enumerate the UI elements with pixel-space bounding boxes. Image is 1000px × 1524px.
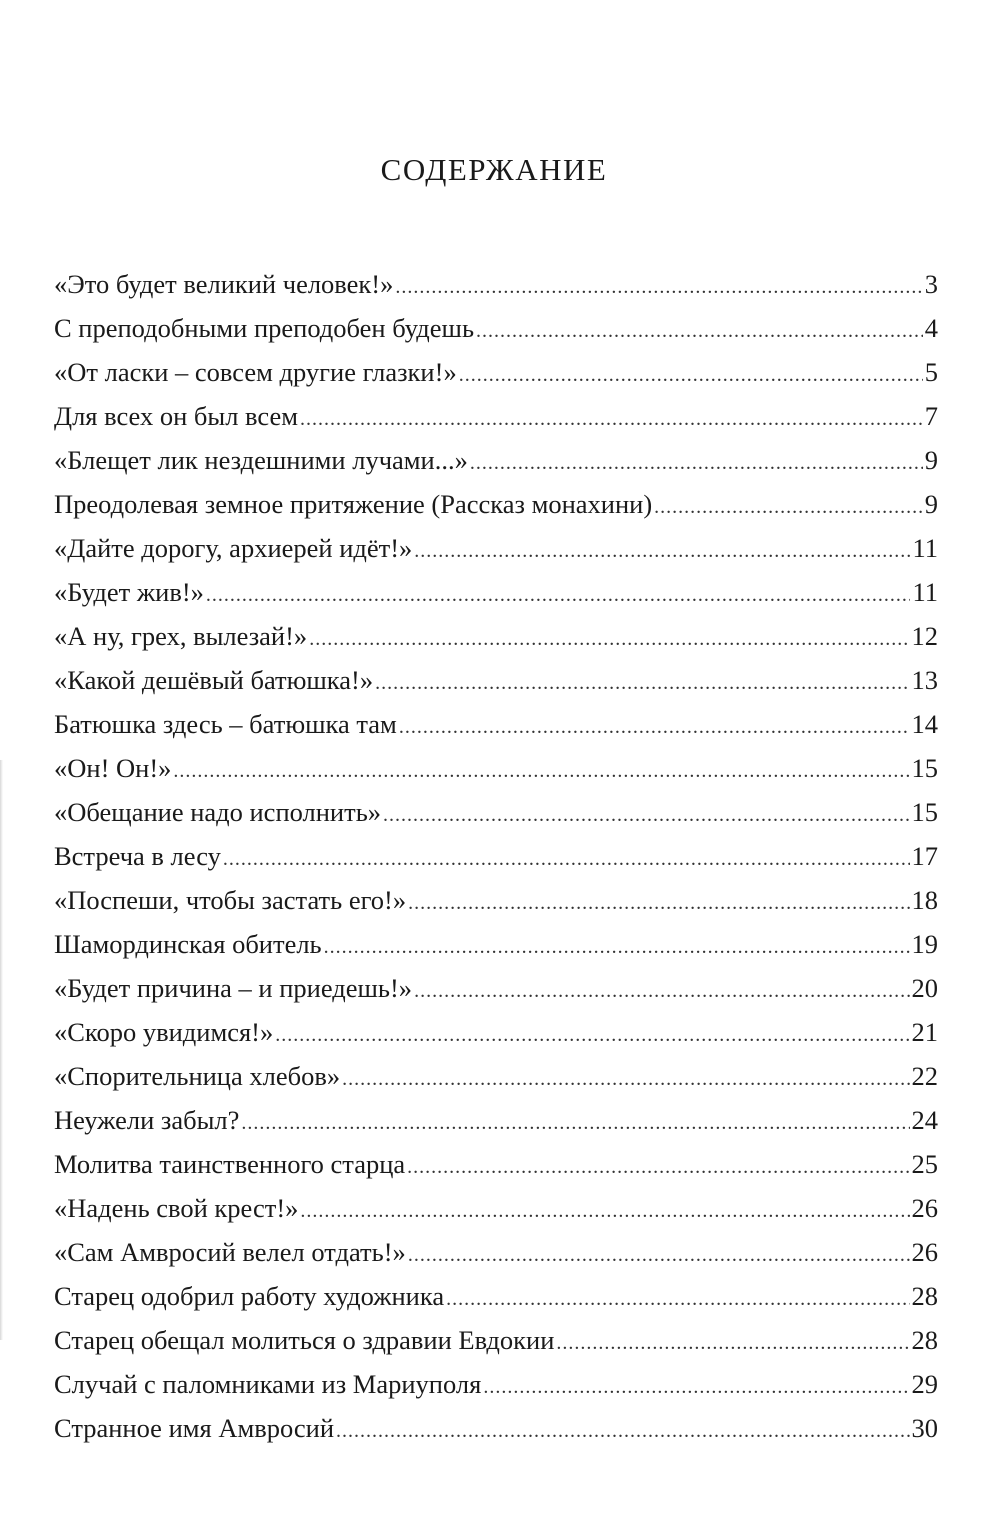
toc-entry-title: С преподобными преподобен будешь	[54, 313, 475, 343]
toc-entry-title: Молитва таинственного старца	[54, 1149, 406, 1179]
toc-dot-leader	[476, 309, 923, 353]
toc-entry-title: «Поспеши, чтобы застать его!»	[54, 885, 407, 915]
toc-entry-title: «Он! Он!»	[54, 753, 172, 783]
toc-entry	[54, 1362, 938, 1406]
toc-entry-page-number: 24	[911, 1105, 938, 1135]
toc-entry	[54, 614, 938, 658]
toc-entry	[54, 1274, 938, 1318]
toc-dot-leader	[342, 1057, 909, 1101]
page-title: СОДЕРЖАНИЕ	[380, 152, 608, 187]
toc-entry-page-number: 3	[924, 269, 938, 299]
toc-entry-page-number: 13	[911, 665, 938, 695]
toc-dot-leader	[414, 969, 909, 1013]
toc-entry-title: Для всех он был всем	[54, 401, 299, 431]
toc-entry-title: Старец обещал молиться о здравии Евдокии	[54, 1325, 555, 1355]
toc-dot-leader	[483, 1365, 909, 1409]
toc-entry-page-number: 4	[924, 313, 938, 343]
toc-entry-title: «Будет жив!»	[54, 577, 204, 607]
toc-entry	[54, 350, 938, 394]
toc-entry-page-number: 28	[911, 1281, 938, 1311]
toc-entry-title: «Обещание надо исполнить»	[54, 797, 382, 827]
toc-entry	[54, 306, 938, 350]
toc-entry	[54, 1406, 938, 1450]
toc-entry	[54, 834, 938, 878]
toc-entry	[54, 1010, 938, 1054]
toc-entry-title: Преодолевая земное притяжение (Рассказ монахини)	[54, 489, 653, 519]
toc-dot-leader	[414, 529, 910, 573]
toc-dot-leader	[324, 925, 910, 969]
toc-entry-page-number: 21	[911, 1017, 938, 1047]
toc-entry	[54, 702, 938, 746]
toc-entry-page-number: 5	[924, 357, 938, 387]
toc-entry-page-number: 26	[911, 1237, 938, 1267]
toc-entry-page-number: 15	[911, 753, 938, 783]
toc-entry	[54, 526, 938, 570]
toc-entry-title: Старец одобрил работу художника	[54, 1281, 445, 1311]
toc-dot-leader	[223, 837, 910, 881]
toc-entry	[54, 1098, 938, 1142]
toc-entry-page-number: 14	[911, 709, 938, 739]
toc-dot-leader	[408, 881, 909, 925]
toc-entry	[54, 922, 938, 966]
toc-entry-title: «Блещет лик нездешними лучами...»	[54, 445, 468, 475]
toc-entry	[54, 1142, 938, 1186]
toc-entry-page-number: 22	[911, 1061, 938, 1091]
toc-entry	[54, 570, 938, 614]
toc-entry	[54, 1054, 938, 1098]
toc-dot-leader	[556, 1321, 909, 1365]
toc-entry-title: Батюшка здесь – батюшка там	[54, 709, 397, 739]
toc-entry-page-number: 26	[911, 1193, 938, 1223]
table-of-contents	[54, 262, 938, 1450]
toc-dot-leader	[383, 793, 909, 837]
toc-dot-leader	[395, 265, 922, 309]
toc-dot-leader	[375, 661, 909, 705]
toc-entry-page-number: 25	[911, 1149, 938, 1179]
toc-dot-leader	[275, 1013, 909, 1057]
toc-entry	[54, 1230, 938, 1274]
toc-entry-title: Случай с паломниками из Мариуполя	[54, 1369, 482, 1399]
toc-entry-page-number: 11	[912, 533, 938, 563]
toc-entry-title: «Надень свой крест!»	[54, 1193, 299, 1223]
toc-entry	[54, 1318, 938, 1362]
toc-entry-title: «А ну, грех, вылезай!»	[54, 621, 308, 651]
toc-dot-leader	[336, 1409, 909, 1453]
toc-entry-title: «Сам Амвросий велел отдать!»	[54, 1237, 406, 1267]
toc-dot-leader	[459, 353, 923, 397]
toc-entry-page-number: 19	[911, 929, 938, 959]
toc-entry-title: Встреча в лесу	[54, 841, 221, 871]
toc-dot-leader	[654, 485, 923, 529]
toc-entry	[54, 658, 938, 702]
toc-dot-leader	[309, 617, 909, 661]
toc-entry-title: «Будет причина – и приедешь!»	[54, 973, 413, 1003]
page-edge-shadow	[0, 760, 3, 1340]
toc-dot-leader	[470, 441, 923, 485]
toc-dot-leader	[407, 1145, 909, 1189]
toc-entry-title: «Скоро увидимся!»	[54, 1017, 274, 1047]
toc-entry-page-number: 9	[924, 445, 938, 475]
toc-entry-page-number: 17	[911, 841, 938, 871]
toc-entry	[54, 438, 938, 482]
toc-entry-title: «Спорительница хлебов»	[54, 1061, 341, 1091]
toc-entry	[54, 790, 938, 834]
toc-entry	[54, 1186, 938, 1230]
toc-entry-page-number: 9	[924, 489, 938, 519]
toc-dot-leader	[241, 1101, 909, 1145]
toc-entry-title: Неужели забыл?	[54, 1105, 240, 1135]
toc-entry-title: «Это будет великий человек!»	[54, 269, 394, 299]
toc-dot-leader	[408, 1233, 910, 1277]
toc-entry	[54, 746, 938, 790]
toc-entry-page-number: 15	[911, 797, 938, 827]
toc-entry-page-number: 29	[911, 1369, 938, 1399]
toc-dot-leader	[300, 1189, 909, 1233]
toc-entry-page-number: 18	[911, 885, 938, 915]
toc-entry-title: Странное имя Амвросий	[54, 1413, 335, 1443]
toc-entry	[54, 878, 938, 922]
toc-entry	[54, 394, 938, 438]
toc-entry-page-number: 30	[911, 1413, 938, 1443]
toc-entry	[54, 262, 938, 306]
toc-entry-page-number: 11	[912, 577, 938, 607]
toc-entry-page-number: 12	[911, 621, 938, 651]
toc-entry-title: «Дайте дорогу, архиерей идёт!»	[54, 533, 413, 563]
toc-entry-page-number: 20	[911, 973, 938, 1003]
toc-entry	[54, 482, 938, 526]
toc-entry-title: «От ласки – совсем другие глазки!»	[54, 357, 457, 387]
toc-entry-title: «Какой дешёвый батюшка!»	[54, 665, 374, 695]
toc-dot-leader	[446, 1277, 909, 1321]
toc-entry-page-number: 7	[924, 401, 938, 431]
toc-dot-leader	[206, 573, 911, 617]
toc-entry	[54, 966, 938, 1010]
toc-entry-page-number: 28	[911, 1325, 938, 1355]
toc-dot-leader	[300, 397, 923, 441]
toc-dot-leader	[399, 705, 910, 749]
toc-entry-title: Шамординская обитель	[54, 929, 322, 959]
toc-dot-leader	[173, 749, 909, 793]
